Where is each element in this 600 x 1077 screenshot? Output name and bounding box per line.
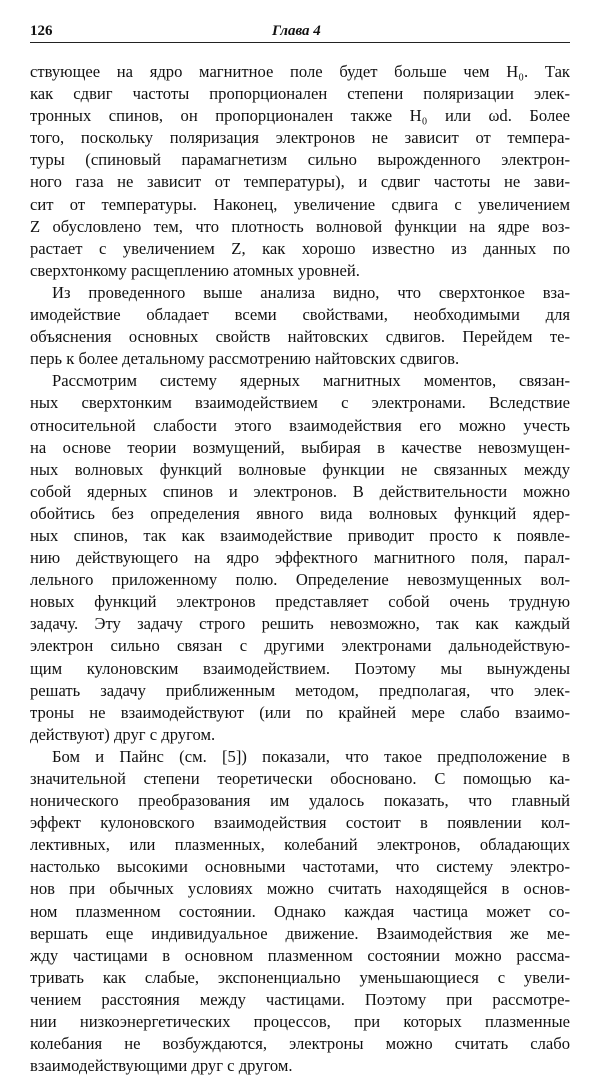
page-number: 126: [30, 23, 53, 39]
text-line: сит от температуры. Наконец, увеличение сдвига с увеличением: [30, 194, 570, 214]
running-header: [30, 20, 570, 43]
text-line: ствующее на ядро магнитное поле будет больше чем H₀. Так: [30, 62, 570, 81]
text-line: новых функций электронов представляет собой очень трудную: [30, 592, 570, 612]
text-line: Z обусловлено тем, что плотность волновой функции на ядре воз-: [30, 216, 570, 236]
text-line: эффект кулоновского взаимодействия состоит в появлении кол-: [30, 813, 570, 833]
text-line: объяснения основных свойств найтовских сдвигов. Перейдем те-: [30, 327, 570, 347]
text-line: настолько высокими основными частотами, что систему электро-: [30, 857, 570, 877]
text-line: собой ядерных спинов и электронов. В действительности можно: [30, 481, 570, 501]
text-line: действуют) друг с другом.: [30, 724, 216, 744]
text-line: сверхтонкому расщеплению атомных уровней.: [30, 260, 360, 280]
text-line: на основе теории возмущений, выбирая в качестве невозмущен-: [30, 437, 570, 457]
text-line: ных спинов, так как взаимодействие приводит просто к появле-: [30, 525, 570, 545]
text-line: имодействие обладает всеми свойствами, необходимыми для: [30, 305, 570, 325]
text-line: Из проведенного выше анализа видно, что сверхтонкое вза-: [52, 282, 570, 302]
text-line: чением расстояния между частицами. Поэтому при рассмотре-: [30, 989, 570, 1009]
text-line: ных волновых функций волновые функции не связанных между: [30, 459, 570, 479]
text-line: как сдвиг частоты пропорционален степени поляризации элек-: [30, 84, 570, 104]
text-line: лельного приложенному полю. Определение невозмущенных вол-: [30, 570, 570, 590]
text-line: тривать как слабые, экспоненциально уменьшающиеся с увели-: [30, 967, 570, 987]
text-line: Рассмотрим систему ядерных магнитных моментов, связан-: [52, 371, 570, 391]
text-line: растает с увеличением Z, как хорошо известно из данных по: [30, 238, 570, 258]
text-line: Бом и Пайнс (см. [5]) показали, что такое предположение в: [52, 746, 570, 766]
text-line: электрон сильно связан с другими электронами дальнодействую-: [30, 636, 570, 656]
chapter-title: Глава 4: [272, 23, 321, 39]
text-line: значительной степени теоретически обосновано. С помощью ка-: [30, 769, 570, 788]
text-line: колебания не возбуждаются, электроны можно считать слабо: [30, 1034, 570, 1054]
text-line: решать задачу приближенным методом, предполагая, что элек-: [30, 680, 570, 700]
text-line: жду частицами в основном плазменном состоянии можно рассма-: [30, 945, 570, 965]
text-line: лективных, или плазменных, колебаний электронов, обладающих: [30, 835, 570, 855]
text-line: взаимодействующими друг с другом.: [30, 1056, 293, 1076]
text-line: нию действующего на ядро эффектного магнитного поля, парал-: [30, 548, 570, 568]
text-line: вершать еще индивидуальное движение. Взаимодействия же ме-: [30, 923, 570, 943]
text-line: троны не взаимодействуют (или по крайней мере слабо взаимо-: [30, 702, 570, 722]
text-line: щим кулоновским взаимодействием. Поэтому мы вынуждены: [30, 658, 570, 678]
text-line: нии низкоэнергетических процессов, при которых плазменные: [30, 1012, 570, 1032]
text-line: того, поскольку поляризация электронов не зависит от темпера-: [30, 128, 570, 148]
text-line: нонического преобразования им удалось показать, что главный: [30, 791, 570, 811]
text-line: туры (спиновый парамагнетизм сильно вырожденного электрон-: [30, 150, 570, 170]
text-line: ного газа не зависит от температуры), и сдвиг частоты не зави-: [30, 172, 570, 192]
text-line: тронных спинов, он пропорционален также H₀ или ωd. Более: [30, 106, 570, 126]
text-line: ном плазменном состоянии. Однако каждая частица может со-: [30, 901, 570, 921]
text-line: задачу. Эту задачу строго решить невозможно, так как каждый: [30, 614, 570, 634]
body-text: [30, 61, 570, 1077]
text-line: нов при обычных условиях можно считать находящейся в основ-: [30, 879, 570, 899]
text-line: перь к более детальному рассмотрению найтовских сдвигов.: [30, 349, 460, 369]
text-line: относительной слабости этого взаимодействия его можно учесть: [30, 415, 570, 435]
text-line: обойтись без определения явного вида волновых функций ядер-: [30, 503, 570, 523]
book-page: [30, 20, 570, 1076]
text-line: ных сверхтонким взаимодействием с электронами. Вследствие: [30, 393, 570, 413]
